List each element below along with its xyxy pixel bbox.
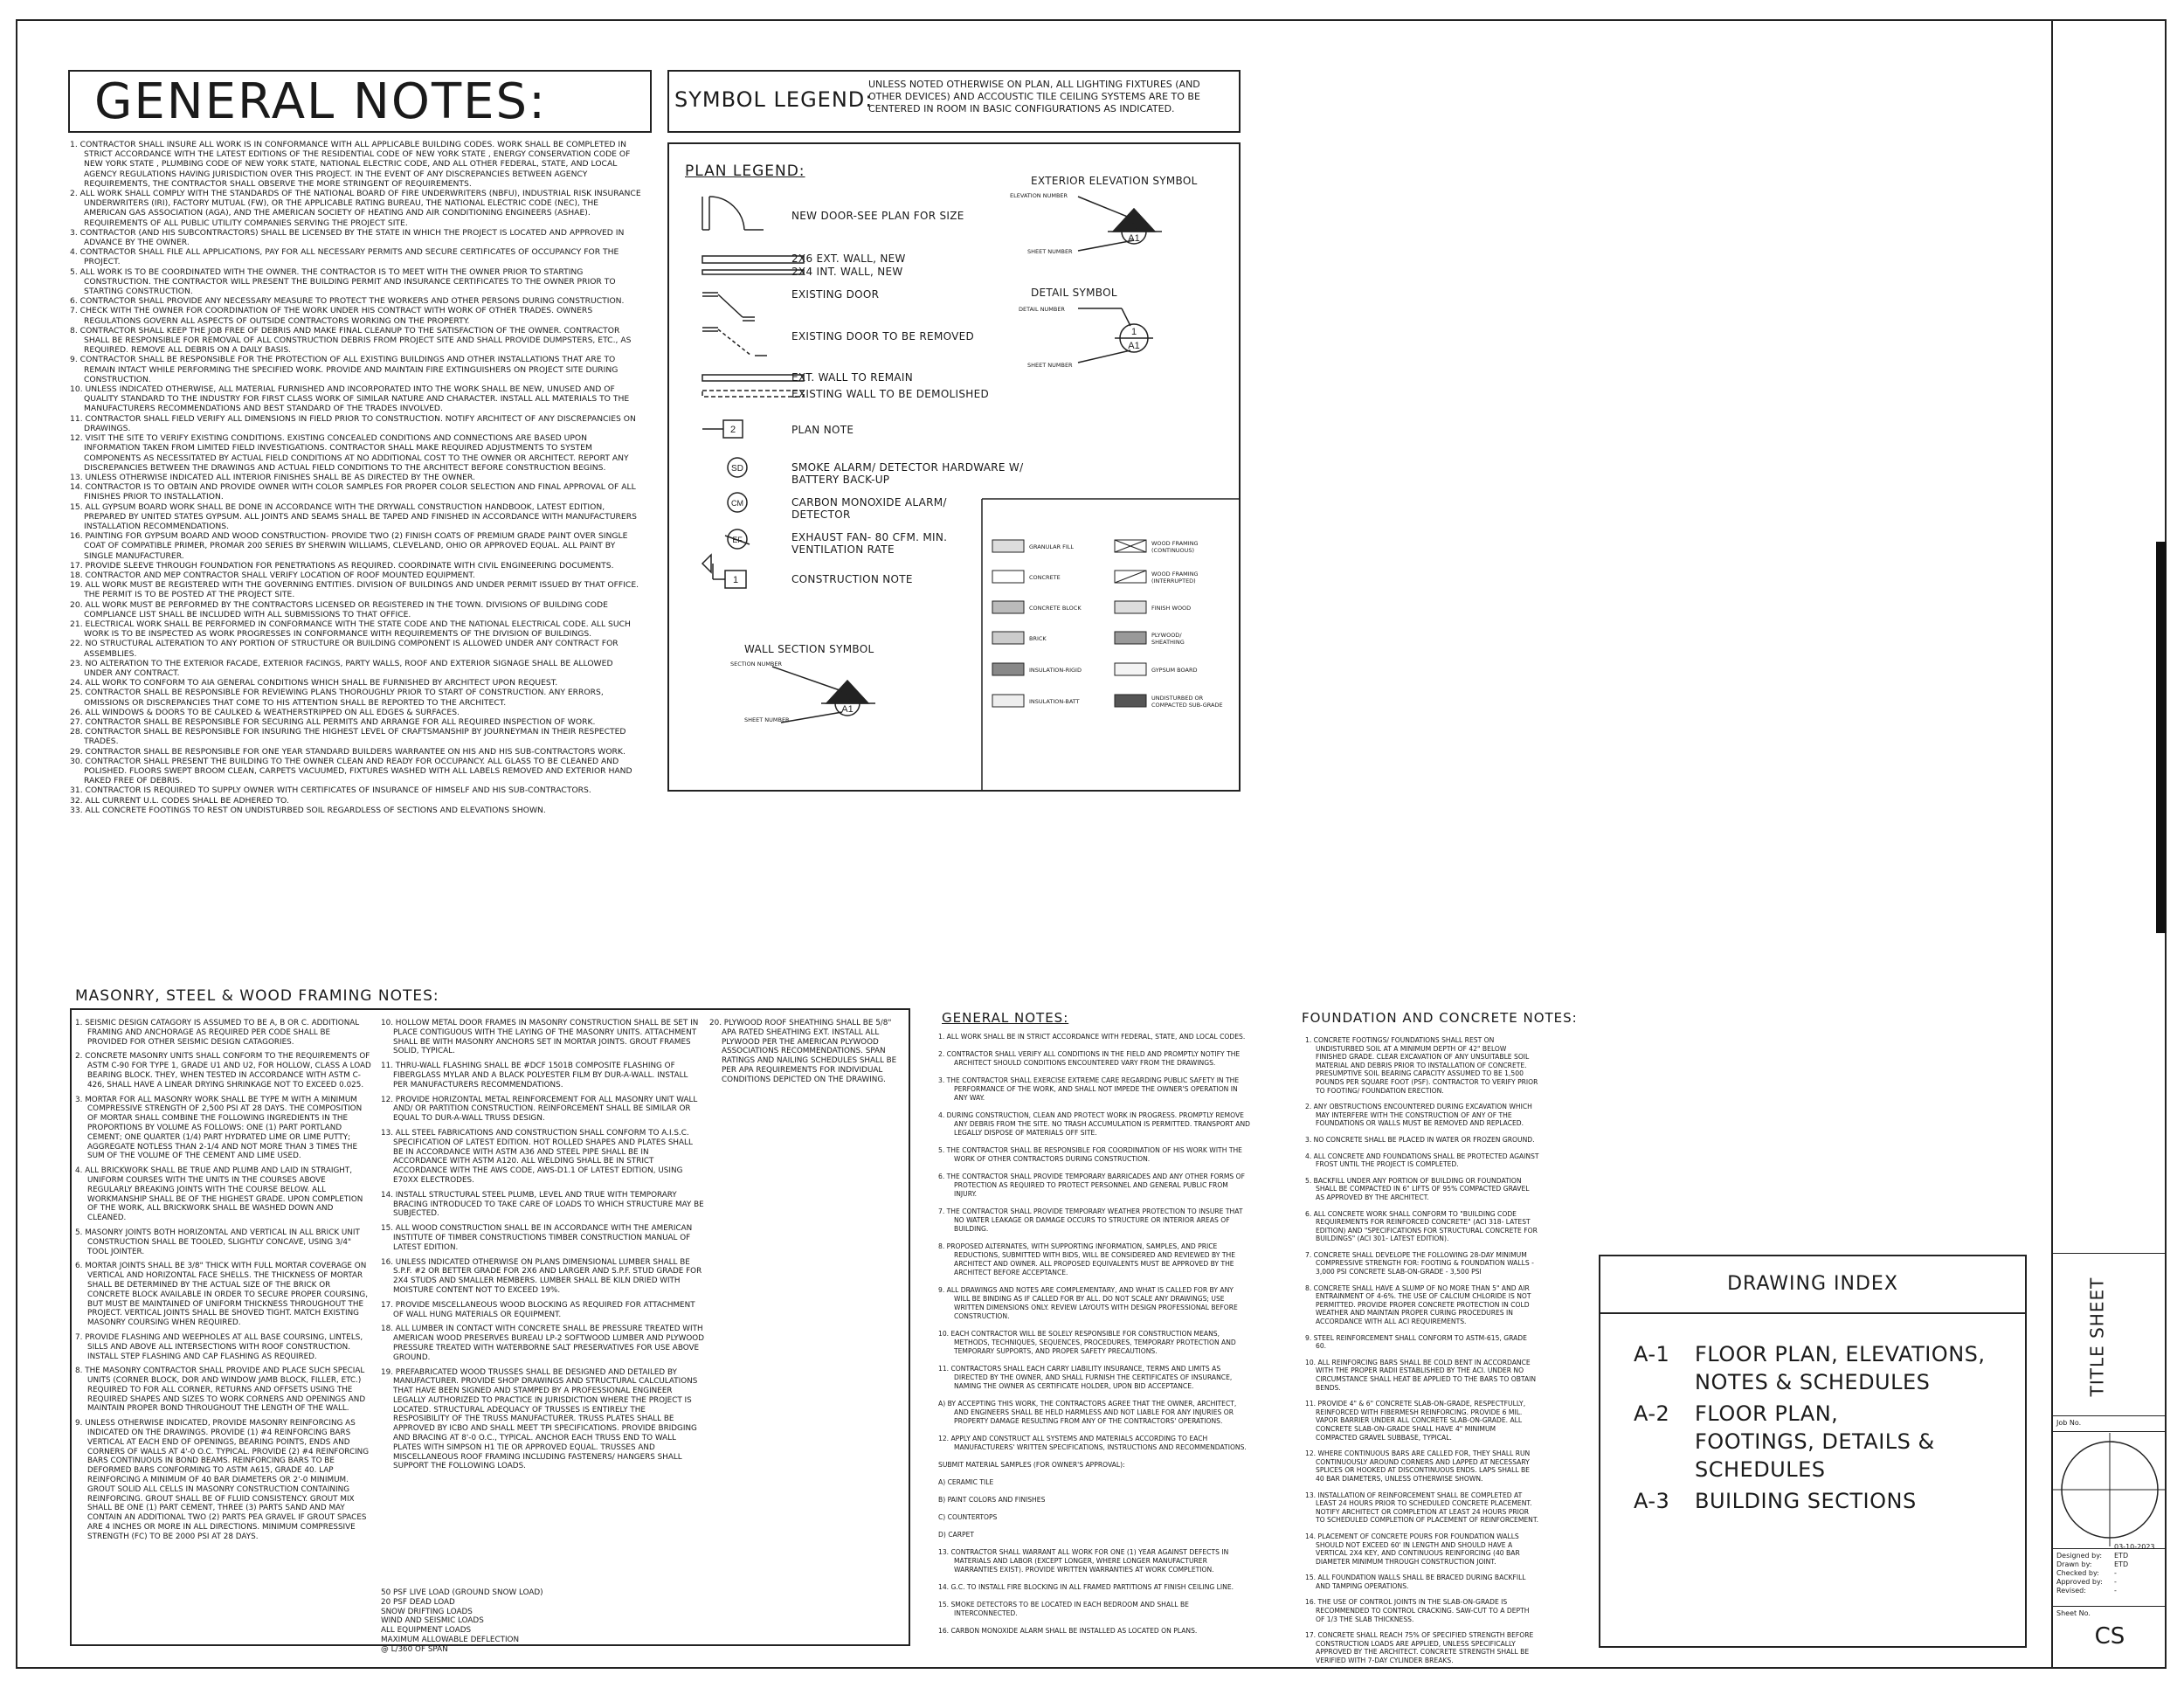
masonry-note-item: 13. ALL STEEL FABRICATIONS AND CONSTRUCTION SHALL CONFORM TO A.I.S.C. SPECIFICATION OF LATEST EDITION. HOT ROLLED SHAPES AND PLATES SHALL BE IN ACCORDANCE WITH ASTM A36 AND STEEL PIPE SHALL BE IN ACCORDANCE WITH ASTM A120. ALL WELDING SHALL BE IN STRICT ACCORDANCE WITH THE AWS CODE, AWS-D1.1 OF LATEST EDITION, USING E70XX ELECTRODES. xyxy=(381,1128,693,1185)
foundation-note-item: 11. PROVIDE 4" & 6" CONCRETE SLAB-ON-GRADE, RESPECTFULLY, REINFORCED WITH FIBERMESH REINFORCING. PROVIDE 6 MIL. VAPOR BARRIER UNDER ALL CONCRETE SLAB-ON-GRADE. ALL CONCRETE SLAB-ON-GRADE SHALL HAVE 4" MINIMUM COMPACTED GRAVEL SUBBASE, TYPICAL. xyxy=(1305,1400,1526,1442)
general-note-item: 18. CONTRACTOR AND MEP CONTRACTOR SHALL VERIFY LOCATION OF ROOF MOUNTED EQUIPMENT. xyxy=(70,570,475,580)
masonry-note-item: 9. UNLESS OTHERWISE INDICATED, PROVIDE MASONRY REINFORCING AS INDICATED ON THE DRAWINGS. PROVIDE (1) #4 REINFORCING BARS VERTICAL AT EACH END OF OPENINGS, BEARING POINTS, ENDS AND CORNERS OF WALLS AT 4'-0 O.C. TYPICAL. PROVIDE (2) #4 REINFORCING BARS CONTINUOUS IN BOND BEAMS. REINFORCING BARS TO BE DEFORMED BARS CONFORMING TO ASTM A615, GRADE 40. LAP REINFORCING A MINIMUM OF 40 BAR DIAMETERS OR 2'-0 MINIMUM. GROUT SOLID ALL CELLS IN MASONRY CONSTRUCTION CONTAINING REINFORCING. GROUT SHALL BE OF FLUID CONSISTENCY. GROUT MIX SHALL BE ONE (1) PART CEMENT, THREE (3) PARTS SAND AND MAY CONTAIN AN ADDITIONAL TWO (2) PARTS PEA GRAVEL IF GROUT SPACES ARE 4 INCHES OR MORE IN ALL DIRECTIONS. MINIMUM COMPRESSIVE STRENGTH (FC) TO BE 2000 PSI AT 28 DAYS. xyxy=(75,1419,370,1541)
general-note-item: 32. ALL CURRENT U.L. CODES SHALL BE ADHERED TO. xyxy=(70,795,289,806)
general-note-item: 24. ALL WORK TO CONFORM TO AIA GENERAL CONDITIONS WHICH SHALL BE FURNISHED BY ARCHITECT UPON REQUEST. xyxy=(70,678,558,688)
general-note-item: 5. ALL WORK IS TO BE COORDINATED WITH THE OWNER. THE CONTRACTOR IS TO MEET WITH THE OWNER PRIOR TO STARTING CONSTRUCTION. THE CONTRACTOR WILL PRESENT THE BUILDING PERMIT AND INSURANCE CERTIFICATES TO THE OWNER PRIOR TO STARTING CONSTRUCTION. xyxy=(70,266,616,297)
masonry-note-item: 11. THRU-WALL FLASHING SHALL BE #DCF 1501B COMPOSITE FLASHING OF FIBERGLASS MYLAR AND A BLACK POLYESTER FILM BY DUR-A-WALL. INSTALL PER MANUFACTURERS RECOMMENDATIONS. xyxy=(381,1062,688,1090)
general-note-item: 31. CONTRACTOR IS REQUIRED TO SUPPLY OWNER WITH CERTIFICATES OF INSURANCE OF HIMSELF AND HIS SUB-CONTRACTORS. xyxy=(70,785,591,796)
load-item: @ L/360 OF SPAN xyxy=(381,1644,448,1654)
foundation-note-item: 4. ALL CONCRETE AND FOUNDATIONS SHALL BE PROTECTED AGAINST FROST UNTIL THE PROJECT IS COMPLETED. xyxy=(1305,1152,1539,1169)
symbol-legend-note: UNLESS NOTED OTHERWISE ON PLAN, ALL LIGHTING FIXTURES (AND OTHER DEVICES) AND ACCOUSTIC TILE CEILING SYSTEMS ARE TO BE CENTERED IN ROOM IN BASIC CONFIGURATIONS AS INDICATED. xyxy=(868,79,1200,114)
general-note-item: 22. NO STRUCTURAL ALTERATION TO ANY PORTION OF STRUCTURE OR BUILDING COMPONENT IS ALLOWED UNDER ANY CONTRACT FOR ASSEMBLIES. xyxy=(70,639,619,659)
legend-co: CARBON MONOXIDE ALARM/ DETECTOR xyxy=(791,496,947,521)
svg-text:SD: SD xyxy=(731,464,743,474)
masonry-title: MASONRY, STEEL & WOOD FRAMING NOTES: xyxy=(75,987,439,1005)
drawing-number: A-1 xyxy=(1634,1342,1670,1366)
checked-by-label: Checked by: xyxy=(2056,1569,2099,1577)
general-note-item: 4. CONTRACTOR SHALL FILE ALL APPLICATIONS, PAY FOR ALL NECESSARY PERMITS AND SECURE CERTIFICATES OF OCCUPANCY FOR THE PROJECT. xyxy=(70,247,619,267)
revised-value: - xyxy=(2114,1587,2117,1595)
ext-elevation-sheet-label: SHEET NUMBER xyxy=(1027,248,1073,255)
mat-granular-fill: GRANULAR FILL xyxy=(1029,543,1075,550)
tb-line-3 xyxy=(2053,1431,2167,1432)
general-note-item: 26. ALL WINDOWS & DOORS TO BE CAULKED & WEATHERSTRIPPED ON ALL EDGES & SURFACES. xyxy=(70,707,460,717)
wall-section-sheet-label: SHEET NUMBER xyxy=(744,716,790,723)
masonry-loads xyxy=(381,1588,704,1655)
svg-text:EF: EF xyxy=(732,536,743,544)
foundation-note-item: 17. CONCRETE SHALL REACH 75% OF SPECIFIED STRENGTH BEFORE CONSTRUCTION LOADS ARE APPLIED, UNLESS SPECIFICALLY APPROVED BY THE ARCHITECT. CONCRETE STRENGTH SHALL BE VERIFIED WITH 7-DAY CYLINDER BREAKS. xyxy=(1305,1631,1534,1665)
title-block-circle xyxy=(2053,1433,2167,1546)
general-note-item: 10. UNLESS INDICATED OTHERWISE, ALL MATERIAL FURNISHED AND INCORPORATED INTO THE WORK SHALL BE NEW, UNUSED AND OF QUALITY STANDARD TO THE INDUSTRY FOR FIRST CLASS WORK OF SIMILAR NATURE AND CHARACTER. INSTALL ALL MATERIALS TO THE MANUFACTURERS RECOMMENDATIONS AND BEST STANDARD OF THE TRADES INVOLVED. xyxy=(70,384,630,414)
general-note-2-item: B) PAINT COLORS AND FINISHES xyxy=(938,1496,1046,1504)
drawing-index-rows xyxy=(1634,1340,2018,1519)
general-note-2-item: 1. ALL WORK SHALL BE IN STRICT ACCORDANCE WITH FEDERAL, STATE, AND LOCAL CODES. xyxy=(938,1033,1246,1041)
general-notes-2-title: GENERAL NOTES: xyxy=(942,1010,1069,1026)
mat-insulation-rigid: INSULATION-RIGID xyxy=(1029,667,1082,674)
general-notes-title: GENERAL NOTES: xyxy=(68,70,652,133)
title-block-values xyxy=(2114,1543,2155,1595)
general-note-2-item: 8. PROPOSED ALTERNATES, WITH SUPPORTING INFORMATION, SAMPLES, AND PRICE REDUCTIONS, SUBMITTED WITH BIDS, WILL BE CONSIDERED AND REVIEWED BY THE ARCHITECT AND OWNER. ALL PROPOSED EQUIVALENTS MUST BE APPROVED BY THE ARCHITECT BEFORE ACCEPTANCE. xyxy=(938,1242,1236,1276)
foundation-list xyxy=(1305,1036,1539,1673)
legend-construction-note: CONSTRUCTION NOTE xyxy=(791,573,913,585)
masonry-note-item: 5. MASONRY JOINTS BOTH HORIZONTAL AND VERTICAL IN ALL BRICK UNIT CONSTRUCTION SHALL BE TOOLED, SLIGHTLY CONCAVE, USING 3/4" TOOL JOINTER. xyxy=(75,1228,360,1256)
svg-text:2: 2 xyxy=(729,425,736,435)
general-note-item: 21. ELECTRICAL WORK SHALL BE PERFORMED IN CONFORMANCE WITH THE STATE CODE AND THE NATIONAL ELECTRICAL CODE. ALL SUCH WORK IS TO BE INSPECTED AS WORK PROGRESSES IN CONFORMANCE WITH REQUIREMENTS OF THE DIVISION OF BUILDINGS. xyxy=(70,619,631,640)
sheet-number: CS xyxy=(2094,1623,2125,1650)
svg-text:A1: A1 xyxy=(1128,233,1140,244)
load-item: 20 PSF DEAD LOAD xyxy=(381,1597,455,1607)
masonry-note-item: 15. ALL WOOD CONSTRUCTION SHALL BE IN ACCORDANCE WITH THE AMERICAN INSTITUTE OF TIMBER CONSTRUCTIONS TIMBER CONSTRUCTION MANUAL OF LATEST EDITION. xyxy=(381,1224,693,1252)
wall-section-title: WALL SECTION SYMBOL xyxy=(744,643,874,655)
general-note-item: 11. CONTRACTOR SHALL FIELD VERIFY ALL DIMENSIONS IN FIELD PRIOR TO CONSTRUCTION. NOTIFY ARCHITECT OF ANY DISCREPANCIES ON DRAWINGS. xyxy=(70,413,636,433)
masonry-note-item: 12. PROVIDE HORIZONTAL METAL REINFORCEMENT FOR ALL MASONRY UNIT WALL AND/ OR PARTITION CONSTRUCTION. REINFORCEMENT SHALL BE SIMILAR OR EQUAL TO DUR-A-WALL TRUSS DESIGN. xyxy=(381,1095,698,1124)
masonry-note-item: 10. HOLLOW METAL DOOR FRAMES IN MASONRY CONSTRUCTION SHALL BE SET IN PLACE CONTIGUOUS WITH THE LAYING OF THE MASONRY UNITS. ATTACHMENT SHALL BE WITH MASONRY ANCHORS SET IN MORTAR JOINTS. GROUT FRAMES SOLID, TYPICAL. xyxy=(381,1019,699,1056)
title-block-bar xyxy=(2156,542,2167,933)
mat-finish-wood: FINISH WOOD xyxy=(1151,605,1192,612)
general-note-item: 2. ALL WORK SHALL COMPLY WITH THE STANDARDS OF THE NATIONAL BOARD OF FIRE UNDERWRITERS (NBFU), INDUSTRIAL RISK INSURANCE UNDERWRITERS (IRI), FACTORY MUTUAL (FW), OR THE APPLICABLE RATING BUREAU, THE NATIONAL ELECTRIC CODE (NEC), THE AMERICAN GAS ASSOCIATION (AGA), AND THE AMERICAN SOCIETY OF HEATING AND AIR CONDITIONING ENGINEERS (ASHAE). REQUIREMENTS OF ALL PUBLIC UTILITY COMPANIES SERVING THE PROJECT SITE. xyxy=(70,189,641,228)
general-note-item: 15. ALL GYPSUM BOARD WORK SHALL BE DONE IN ACCORDANCE WITH THE DRYWALL CONSTRUCTION HANDBOOK, LATEST EDITION, PREPARED BY UNITED STATES GYPSUM. ALL JOINTS AND SEAMS SHALL BE TAPED AND FINISHED IN ACCORDANCE WITH MANUFACTURERS INSTALLATION RECOMMENDATIONS. xyxy=(70,502,637,531)
general-note-2-item: C) COUNTERTOPS xyxy=(938,1513,998,1521)
mat-insulation-batt: INSULATION-BATT xyxy=(1029,698,1080,705)
general-note-item: 16. PAINTING FOR GYPSUM BOARD AND WOOD CONSTRUCTION- PROVIDE TWO (2) FINISH COATS OF PREMIUM GRADE PAINT OVER SINGLE COAT OF COMPATIBLE PRIMER, PROMAR 200 SERIES BY SHERWIN WILLIAMS, CLEVELAND, OHIO OR APPROVED EQUAL. ALL PAINT BY SINGLE MANUFACTURER. xyxy=(70,531,628,561)
plan-legend-title: PLAN LEGEND: xyxy=(685,163,805,180)
svg-text:1: 1 xyxy=(732,575,739,585)
load-item: SNOW DRIFTING LOADS xyxy=(381,1607,473,1616)
tb-line-2 xyxy=(2053,1415,2167,1416)
general-note-2-item: A) CERAMIC TILE xyxy=(938,1478,994,1486)
foundation-note-item: 15. ALL FOUNDATION WALLS SHALL BE BRACED DURING BACKFILL AND TAMPING OPERATIONS. xyxy=(1305,1574,1526,1590)
legend-wall-int: 2X4 INT. WALL, NEW xyxy=(791,266,903,278)
foundation-note-item: 1. CONCRETE FOOTINGS/ FOUNDATIONS SHALL REST ON UNDISTURBED SOIL AT A MINIMUM DEPTH OF 42" BELOW FINISHED GRADE. CLEAR EXCAVATION OF ANY UNSUITABLE SOIL MATERIAL AND DEBRIS PRIOR TO INSTALLATION OF CONCRETE. PRESUMPTIVE SOIL BEARING CAPACITY ASSUMED TO BE 1,500 POUNDS PER SQUARE FOOT (PSF). CONTRACTOR TO VERIFY PRIOR TO FOOTING/ FOUNDATION ERECTION. xyxy=(1305,1036,1538,1095)
general-note-2-item: A) BY ACCEPTING THIS WORK, THE CONTRACTORS AGREE THAT THE OWNER, ARCHITECT, AND ENGINEERS SHALL BE HELD HARMLESS AND NOT LIABLE FOR ANY INJURIES OR PROPERTY DAMAGE RESULTING FROM ANY OF THE CONTRACTORS' OPERATIONS. xyxy=(938,1400,1237,1425)
svg-text:A1: A1 xyxy=(1128,341,1140,351)
general-note-item: 7. CHECK WITH THE OWNER FOR COORDINATION OF THE WORK UNDER HIS CONTRACT WITH WORK OF OTHER TRADES. OWNERS REGULATIONS GOVERN ALL ASPECTS OF OUTSIDE CONTRACTORS WORKING ON THE PROPERTY. xyxy=(70,306,593,326)
masonry-note-item: 14. INSTALL STRUCTURAL STEEL PLUMB, LEVEL AND TRUE WITH TEMPORARY BRACING INTRODUCED TO TAKE CARE OF LOADS TO WHICH STRUCTURE MAY BE SUBJECTED. xyxy=(381,1190,704,1219)
foundation-note-item: 10. ALL REINFORCING BARS SHALL BE COLD BENT IN ACCORDANCE WITH THE PROPER RADII ESTABLISHED BY THE ACI. UNDER NO CIRCUMSTANCE SHALL HEAT BE APPLIED TO THE BARS TO OBTAIN BENDS. xyxy=(1305,1358,1537,1392)
masonry-col-3 xyxy=(709,1019,903,1090)
general-note-2-item: 5. THE CONTRACTOR SHALL BE RESPONSIBLE FOR COORDINATION OF HIS WORK WITH THE WORK OF OTHER CONTRACTORS DURING CONSTRUCTION. xyxy=(938,1146,1242,1163)
general-note-item: 1. CONTRACTOR SHALL INSURE ALL WORK IS IN CONFORMANCE WITH ALL APPLICABLE BUILDING CODES. WORK SHALL BE COMPLETED IN STRICT ACCORDANCE WITH THE LATEST EDITIONS OF THE RESIDENTIAL CODE OF NEW YORK STATE , ENERGY CONSERVATION CODE OF NEW YORK STATE , PLUMBING CODE OF NEW YORK STATE, NATIONAL ELECTRIC CODE, AND ALL OTHER FEDERAL, STATE, AND LOCAL AGENCY REGULATIONS HAVING JURISDICTION OVER THIS PROJECT. IN THE EVENT OF ANY DISCREPANCIES BETWEEN AGENCY REQUIREMENTS, THE CONTRACTOR SHALL OBSERVE THE MORE STRINGENT OF REQUIREMENTS. xyxy=(70,140,631,189)
general-note-item: 3. CONTRACTOR (AND HIS SUBCONTRACTORS) SHALL BE LICENSED BY THE STATE IN WHICH THE PROJECT IS LOCATED AND APPROVED IN ADVANCE BY THE OWNER. xyxy=(70,227,625,248)
general-note-2-item: 6. THE CONTRACTOR SHALL PROVIDE TEMPORARY BARRICADES AND ANY OTHER FORMS OF PROTECTION AS REQUIRED TO PROTECT PERSONNEL AND GENERAL PUBLIC FROM INJURY. xyxy=(938,1173,1246,1198)
general-note-item: 25. CONTRACTOR SHALL BE RESPONSIBLE FOR REVIEWING PLANS THOROUGHLY PRIOR TO START OF CONSTRUCTION. ANY ERRORS, OMISSIONS OR DISCREPANCIES THAT COME TO HIS ATTENTION SHALL BE REPORTED TO THE ARCHITECT. xyxy=(70,688,604,708)
masonry-col-1 xyxy=(75,1019,372,1547)
general-note-item: 30. CONTRACTOR SHALL PRESENT THE BUILDING TO THE OWNER CLEAN AND READY FOR OCCUPANCY. ALL GLASS TO BE CLEANED AND POLISHED. FLOORS SWEPT BROOM CLEAN, CARPETS VACUUMED, FIXTURES WASHED WITH ALL LABELS REMOVED AND EXTERIOR HAND RAKED FREE OF DEBRIS. xyxy=(70,756,632,786)
general-note-2-item: 10. EACH CONTRACTOR WILL BE SOLELY RESPONSIBLE FOR CONSTRUCTION MEANS, METHODS, TECHNIQUES, SEQUENCES, PROCEDURES, TEMPORARY PROTECTION AND TEMPORARY SUPPORTS, AND PROPER SAFETY PRECAUTIONS. xyxy=(938,1330,1236,1355)
approved-by-value: - xyxy=(2114,1578,2117,1586)
legend-plan-note: PLAN NOTE xyxy=(791,424,854,436)
drawing-index-row xyxy=(1634,1340,2018,1396)
foundation-note-item: 9. STEEL REINFORCEMENT SHALL CONFORM TO ASTM-615, GRADE 60. xyxy=(1305,1333,1527,1351)
general-note-item: 20. ALL WORK MUST BE PERFORMED BY THE CONTRACTORS LICENSED OR REGISTERED IN THE TOWN. DIVISIONS OF BUILDING CODE COMPLIANCE LIST SHALL BE INCLUDED WITH ALL SUBMISSIONS TO THAT OFFICE. xyxy=(70,599,608,619)
drawn-by-label: Drawn by: xyxy=(2056,1560,2092,1568)
mat-wood-framing-int: WOOD FRAMING (INTERRUPTED) xyxy=(1151,571,1199,585)
masonry-note-item: 18. ALL LUMBER IN CONTACT WITH CONCRETE SHALL BE PRESSURE TREATED WITH AMERICAN WOOD PRESERVES BUREAU LP-2 SOFTWOOD LUMBER AND PLYWOOD PRESSURE TREATED WITH WATERBORNE SALT PRESERVATIVES FOR USE ABOVE GROUND. xyxy=(381,1325,705,1362)
foundation-note-item: 13. INSTALLATION OF REINFORCEMENT SHALL BE COMPLETED AT LEAST 24 HOURS PRIOR TO SCHEDULED CONCRETE PLACEMENT. NOTIFY ARCHITECT OR COMPLETION AT LEAST 24 HOURS PRIOR TO SCHEDULED COMPLETION OF PLACEMENT OF REINFORCEMENT. xyxy=(1305,1491,1539,1525)
general-note-item: 12. VISIT THE SITE TO VERIFY EXISTING CONDITIONS. EXISTING CONCEALED CONDITIONS AND CONNECTIONS ARE BASED UPON INFORMATION TAKEN FROM LIMITED FIELD INVESTIGATIONS. CONTRACTOR SHALL MAKE REQUIRED ADJUSTMENTS TO SYSTEM COMPONENTS AS NECESSITATED BY ACTUAL FIELD CONDITIONS AT NO ADDITIONAL COST TO THE OWNER OR ARCHITECT. REPORT ANY DISCREPANCIES BETWEEN THE DRAWINGS AND ACTUAL FIELD CONDITIONS TO THE ARCHITECT BEFORE CONSTRUCTION BEGINS. xyxy=(70,433,629,473)
drawing-number: A-3 xyxy=(1634,1489,1670,1513)
legend-ext-wall-remain: EXT. WALL TO REMAIN xyxy=(791,371,914,384)
general-note-item: 27. CONTRACTOR SHALL BE RESPONSIBLE FOR SECURING ALL PERMITS AND ARRANGE FOR ALL REQUIRED INSPECTION OF WORK. xyxy=(70,716,596,727)
designed-by-label: Designed by: xyxy=(2056,1552,2103,1560)
legend-wall-demolished: EXISTING WALL TO BE DEMOLISHED xyxy=(791,388,990,400)
general-note-item: 14. CONTRACTOR IS TO OBTAIN AND PROVIDE OWNER WITH COLOR SAMPLES FOR PROPER COLOR SELECTION AND FINAL APPROVAL OF ALL FINISHES PRIOR TO INSTALLATION. xyxy=(70,482,636,502)
general-note-2-item: 9. ALL DRAWINGS AND NOTES ARE COMPLEMENTARY, AND WHAT IS CALLED FOR BY ANY WILL BE BINDING AS IF CALLED FOR BY ALL. DO NOT SCALE ANY DRAWINGS; USE WRITTEN DIMENSIONS ONLY. REVIEW LAYOUTS WITH DESIGN PROFESSIONAL BEFORE CONSTRUCTION. xyxy=(938,1286,1238,1320)
general-note-item: 28. CONTRACTOR SHALL BE RESPONSIBLE FOR INSURING THE HIGHEST LEVEL OF CRAFTSMANSHIP BY JOURNEYMAN IN THEIR RESPECTED TRADES. xyxy=(70,727,626,747)
svg-text:1: 1 xyxy=(1130,221,1137,232)
sheet-no-label: Sheet No. xyxy=(2056,1609,2091,1617)
foundation-title: FOUNDATION AND CONCRETE NOTES: xyxy=(1302,1010,1578,1026)
masonry-note-item: 3. MORTAR FOR ALL MASONRY WORK SHALL BE TYPE M WITH A MINIMUM COMPRESSIVE STRENGTH OF 2,500 PSI AT 28 DAYS. THE COMPOSITION OF MORTAR SHALL COMBINE THE FOLLOWING INGREDIENTS IN THE PROPORTIONS BY VOLUME AS FOLLOWS: ONE (1) PART PORTLAND CEMENT; ONE QUARTER (1/4) PART HYDRATED LIME OR LIME PUTTY; AGGREGATE NOTLESS THAN 2-1/4 AND NOT MORE THAN 3 TIMES THE SUM OF THE VOLUME OF THE CEMENT AND LIME USED. xyxy=(75,1095,363,1161)
general-note-2-item: D) CARPET xyxy=(938,1531,975,1539)
detail-number-label: DETAIL NUMBER xyxy=(1019,306,1065,313)
date-value: 03-10-2023 xyxy=(2114,1543,2155,1551)
mat-undisturbed: UNDISTURBED OR COMPACTED SUB-GRADE xyxy=(1151,695,1223,709)
legend-wall-ext: 2X6 EXT. WALL, NEW xyxy=(791,253,906,265)
general-note-2-item: 14. G.C. TO INSTALL FIRE BLOCKING IN ALL FRAMED PARTITIONS AT FINISH CEILING LINE. xyxy=(938,1583,1234,1591)
general-note-2-item: SUBMIT MATERIAL SAMPLES (FOR OWNER'S APPROVAL): xyxy=(938,1461,1125,1469)
general-note-2-item: 11. CONTRACTORS SHALL EACH CARRY LIABILITY INSURANCE, TERMS AND LIMITS AS DIRECTED BY THE OWNER, AND SHALL FURNISH THE CERTIFICATES OF INSURANCE, NAMING THE OWNER AS CERTIFICATE HOLDER, UPON BID ACCEPTANCE. xyxy=(938,1365,1233,1390)
general-note-2-item: 2. CONTRACTOR SHALL VERIFY ALL CONDITIONS IN THE FIELD AND PROMPTLY NOTIFY THE ARCHITECT SHOULD CONDITIONS ENCOUNTERED VARY FROM THE DRAWINGS. xyxy=(938,1050,1241,1067)
svg-text:1: 1 xyxy=(844,692,851,702)
mat-brick: BRICK xyxy=(1029,635,1047,642)
masonry-note-item: 8. THE MASONRY CONTRACTOR SHALL PROVIDE AND PLACE SUCH SPECIAL UNITS (CORNER BLOCK, DOR AND WINDOW JAMB BLOCK, FILLER, ETC.) REQUIRED TO FOR ALL CORNER, RETURNS AND OFFSETS USING THE REQUIRED SHAPES AND SIZES TO WORK CORNERS AND OPENINGS AND MAINTAIN PROPER BOND THROUGHOUT THE LENGTH OF THE WALL. xyxy=(75,1366,366,1414)
designed-by-value: ETD xyxy=(2114,1552,2129,1560)
sheet-title-wrap xyxy=(2079,1258,2114,1415)
general-notes-list xyxy=(70,140,643,815)
foundation-note-item: 12. WHERE CONTINUOUS BARS ARE CALLED FOR, THEY SHALL RUN CONTINUOUSLY AROUND CORNERS AND LAPPED AT NECESSARY SPLICES OR HOOKED AT DISCONTINUOUS ENDS. LAPS SHALL BE 40 BAR DIAMETERS, UNLESS OTHERWISE SHOWN. xyxy=(1305,1449,1531,1483)
ext-elevation-number-label: ELEVATION NUMBER xyxy=(1010,192,1068,199)
load-item: WIND AND SEISMIC LOADS xyxy=(381,1616,484,1626)
foundation-note-item: 5. BACKFILL UNDER ANY PORTION OF BUILDING OR FOUNDATION SHALL BE COMPACTED IN 6" LIFTS OF 95% COMPACTED GRAVEL AS APPROVED BY THE ARCHITECT. xyxy=(1305,1176,1530,1201)
drawing-index-row xyxy=(1634,1400,2018,1484)
foundation-note-item: 14. PLACEMENT OF CONCRETE POURS FOR FOUNDATION WALLS SHOULD NOT EXCEED 60' IN LENGTH AND SHOULD HAVE A VERTICAL 2X4 KEY, AND CONTINUOUS REINFORCING (40 BAR DIAMETER MINIMUM THROUGH CONSTRUCTION JOINT. xyxy=(1305,1532,1520,1566)
svg-text:CM: CM xyxy=(731,499,743,508)
masonry-note-item: 4. ALL BRICKWORK SHALL BE TRUE AND PLUMB AND LAID IN STRAIGHT, UNIFORM COURSES WITH THE UNITS IN THE COURSES ABOVE REGULARLY BREAKING JOINTS WITH THE COURSE BELOW. ALL WORKMANSHIP SHALL BE OF THE HIGHEST GRADE. UPON COMPLETION OF THE WORK, ALL BRICKWORK SHALL BE WASHED DOWN AND CLEANED. xyxy=(75,1166,363,1223)
tb-line-1 xyxy=(2053,1253,2167,1254)
checked-by-value: - xyxy=(2114,1569,2117,1577)
masonry-note-item: 20. PLYWOOD ROOF SHEATHING SHALL BE 5/8" APA RATED SHEATHING EXT. INSTALL ALL PLYWOOD PER THE AMERICAN PLYWOOD ASSOCIATIONS RECOMMENDATIONS. SPAN RATINGS AND NAILING SCHEDULES SHALL BE PER APA REQUIREMENTS FOR INDIVIDUAL CONDITIONS DEPICTED ON THE DRAWING. xyxy=(709,1019,897,1084)
general-note-2-item: 4. DURING CONSTRUCTION, CLEAN AND PROTECT WORK IN PROGRESS. PROMPTLY REMOVE ANY DEBRIS FROM THE SITE. NO TRASH ACCUMULATION IS PERMITTED. TRANSPORT AND LEGALLY DISPOSE OF MATERIALS OFF SITE. xyxy=(938,1111,1251,1137)
foundation-note-item: 16. THE USE OF CONTROL JOINTS IN THE SLAB-ON-GRADE IS RECOMMENDED TO CONTROL CRACKING. SAW-CUT TO A DEPTH OF 1/3 THE SLAB THICKNESS. xyxy=(1305,1598,1530,1623)
general-note-2-item: 7. THE CONTRACTOR SHALL PROVIDE TEMPORARY WEATHER PROTECTION TO INSURE THAT NO WATER LEAKAGE OR DAMAGE OCCURS TO STRUCTURE OR INTERIOR AREAS OF BUILDING. xyxy=(938,1207,1243,1233)
general-note-2-item: 15. SMOKE DETECTORS TO BE LOCATED IN EACH BEDROOM AND SHALL BE INTERCONNECTED. xyxy=(938,1601,1189,1617)
general-note-item: 6. CONTRACTOR SHALL PROVIDE ANY NECESSARY MEASURE TO PROTECT THE WORKERS AND OTHER PERSONS DURING CONSTRUCTION. xyxy=(70,296,625,307)
legend-existing-door-removed: EXISTING DOOR TO BE REMOVED xyxy=(791,330,975,342)
general-notes-2-list xyxy=(938,1033,1251,1644)
svg-text:1: 1 xyxy=(1130,327,1137,337)
svg-text:A1: A1 xyxy=(841,704,854,715)
detail-symbol-title: DETAIL SYMBOL xyxy=(1031,287,1117,299)
drawing-index-title: DRAWING INDEX xyxy=(1599,1255,2027,1314)
load-item: 50 PSF LIVE LOAD (GROUND SNOW LOAD) xyxy=(381,1588,543,1597)
general-note-item: 9. CONTRACTOR SHALL BE RESPONSIBLE FOR THE PROTECTION OF ALL EXISTING BUILDINGS AND OTHER INSTALLATIONS THAT ARE TO REMAIN INTACT WHILE PERFORMING THE SPECIFIED WORK. PROVIDE AND MAINTAIN FIRE EXTINGUISHERS ON PROJECT SITE DURING CONSTRUCTION. xyxy=(70,355,619,384)
ext-elevation-title: EXTERIOR ELEVATION SYMBOL xyxy=(1031,175,1198,187)
drawing-index-row xyxy=(1634,1487,2018,1515)
drawing-title: FLOOR PLAN, FOOTINGS, DETAILS & SCHEDULES xyxy=(1695,1401,1935,1482)
load-item: MAXIMUM ALLOWABLE DEFLECTION xyxy=(381,1635,520,1644)
drawn-by-value: ETD xyxy=(2114,1560,2129,1568)
masonry-note-item: 2. CONCRETE MASONRY UNITS SHALL CONFORM TO THE REQUIREMENTS OF ASTM C-90 FOR TYPE 1, GRADE U1 AND U2, FOR HOLLOW, CLASS A LOAD BEARING BLOCK. THEY, WHEN TESTED IN ACCORDANCE WITH ASTM C-426, SHALL HAVE A LINEAR DRYING SHRINKAGE NOT TO EXCEED 0.025. xyxy=(75,1052,371,1090)
tb-line-5 xyxy=(2053,1606,2167,1607)
mat-plywood: PLYWOOD/ SHEATHING xyxy=(1151,632,1185,646)
approved-by-label: Approved by: xyxy=(2056,1578,2103,1586)
drawing-title: BUILDING SECTIONS xyxy=(1695,1489,1917,1513)
general-note-item: 33. ALL CONCRETE FOOTINGS TO REST ON UNDISTURBED SOIL REGARDLESS OF SECTIONS AND ELEVATIONS SHOWN. xyxy=(70,805,546,815)
general-note-2-item: 12. APPLY AND CONSTRUCT ALL SYSTEMS AND MATERIALS ACCORDING TO EACH MANUFACTURERS' WRITTEN SPECIFICATIONS, INSTRUCTIONS AND RECOMMENDATIONS. xyxy=(938,1435,1247,1451)
mat-gypsum: GYPSUM BOARD xyxy=(1151,667,1198,674)
drawing-number: A-2 xyxy=(1634,1401,1670,1426)
general-note-item: 8. CONTRACTOR SHALL KEEP THE JOB FREE OF DEBRIS AND MAKE FINAL CLEANUP TO THE SATISFACTION OF THE OWNER. CONTRACTOR SHALL BE RESPONSIBLE FOR REMOVAL OF ALL CONSTRUCTION DEBRIS FROM PROJECT SITE AND SHALL PROVIDE DUMPSTERS, ETC., AS REQUIRED. REMOVE ALL DEBRIS ON A DAILY BASIS. xyxy=(70,325,632,356)
legend-smoke: SMOKE ALARM/ DETECTOR HARDWARE W/ BATTERY BACK-UP xyxy=(791,461,1024,486)
masonry-note-item: 16. UNLESS INDICATED OTHERWISE ON PLANS DIMENSIONAL LUMBER SHALL BE S.P.F. #2 OR BETTER GRADE FOR 2X6 AND LARGER AND S.P.F. STUD GRADE FOR 2X4 STUDS AND SMALLER MEMBERS. LUMBER SHALL BE KILN DRIED WITH MOISTURE CONTENT NOT TO EXCEED 19%. xyxy=(381,1257,702,1295)
general-note-item: 29. CONTRACTOR SHALL BE RESPONSIBLE FOR ONE YEAR STANDARD BUILDERS WARRANTEE ON HIS AND HIS SUB-CONTRACTORS WORK. xyxy=(70,746,625,757)
foundation-note-item: 3. NO CONCRETE SHALL BE PLACED IN WATER OR FROZEN GROUND. xyxy=(1305,1135,1535,1144)
legend-fan: EXHAUST FAN- 80 CFM. MIN. VENTILATION RATE xyxy=(791,531,948,556)
general-note-2-item: 16. CARBON MONOXIDE ALARM SHALL BE INSTALLED AS LOCATED ON PLANS. xyxy=(938,1627,1198,1635)
foundation-note-item: 6. ALL CONCRETE WORK SHALL CONFORM TO "BUILDING CODE REQUIREMENTS FOR REINFORCED CONCRETE" (ACI 318- LATEST EDITION) AND "SPECIFICATIONS FOR STRUCTURAL CONCRETE FOR BUILDINGS" (ACI 301- LATEST EDITION). xyxy=(1305,1209,1538,1243)
mat-wood-framing-cont: WOOD FRAMING (CONTINUOUS) xyxy=(1151,540,1199,554)
masonry-note-item: 19. PREFABRICATED WOOD TRUSSES SHALL BE DESIGNED AND DETAILED BY MANUFACTURER. PROVIDE SHOP DRAWINGS AND STRUCTURAL CALCULATIONS THAT HAVE BEEN SIGNED AND STAMPED BY A PROFESSIONAL ENGINEER LEGALLY AUTHORIZED TO PRACTICE IN JURISDICTION WHERE THE PROJECT IS LOCATED. STRUCTURAL ADEQUACY OF TRUSSES IS ENTIRELY THE RESPOSIBILITY OF THE TRUSS MANUFACTURER. TRUSS PLATES SHALL BE APPROVED BY ICBO AND SHALL MEET TPI SPECIFICATIONS. PROVIDE BRIDGING AND BRACING AT 8'-0 O.C., TYPICAL. ANCHOR EACH TRUSS END TO WALL PLATES WITH SIMPSON H1 TIE OR APPROVED EQUAL. TRUSSES AND MISCELLANEOUS ROOF FRAMING INCLUDING FASTENERS/ HANGERS SHALL SUPPORT THE FOLLOWING LOADS. xyxy=(381,1367,698,1471)
masonry-col-2 xyxy=(381,1019,704,1477)
general-note-2-item: 13. CONTRACTOR SHALL WARRANT ALL WORK FOR ONE (1) YEAR AGAINST DEFECTS IN MATERIALS AND LABOR (EXCEPT LONGER, WHERE LONGER MANUFACTURER WARRANTIES EXIST). PROVIDE WRITTEN WARRANTIES AT WORK COMPLETION. xyxy=(938,1548,1229,1574)
general-note-item: 23. NO ALTERATION TO THE EXTERIOR FACADE, EXTERIOR FACINGS, PARTY WALLS, ROOF AND EXTERIOR SIGNAGE SHALL BE ALLOWED UNDER ANY CONTRACT. xyxy=(70,658,613,678)
load-item: ALL EQUIPMENT LOADS xyxy=(381,1626,472,1636)
foundation-note-item: 2. ANY OBSTRUCTIONS ENCOUNTERED DURING EXCAVATION WHICH MAY INTERFERE WITH THE CONSTRUCTION OF ANY OF THE FOUNDATIONS OR WALLS MUST BE REMOVED AND REPLACED. xyxy=(1305,1103,1532,1128)
masonry-note-item: 17. PROVIDE MISCELLANEOUS WOOD BLOCKING AS REQUIRED FOR ATTACHMENT OF WALL HUNG MATERIALS OR EQUIPMENT. xyxy=(381,1300,695,1319)
general-note-item: 13. UNLESS OTHERWISE INDICATED ALL INTERIOR FINISHES SHALL BE AS DIRECTED BY THE OWNER. xyxy=(70,472,475,482)
mat-concrete-block: CONCRETE BLOCK xyxy=(1029,605,1082,612)
general-note-2-item: 3. THE CONTRACTOR SHALL EXERCISE EXTREME CARE REGARDING PUBLIC SAFETY IN THE PERFORMANCE OF THE WORK, AND SHALL NOT IMPEDE THE OWNER'S OPERATION IN ANY WAY. xyxy=(938,1076,1240,1102)
foundation-note-item: 7. CONCRETE SHALL DEVELOPE THE FOLLOWING 28-DAY MINIMUM COMPRESSIVE STRENGTH FOR: FOOTING & FOUNDATION WALLS - 3,000 PSI CONCRETE SLAB-ON-GRADE - 3,500 PSI xyxy=(1305,1250,1534,1276)
general-note-item: 19. ALL WORK MUST BE REGISTERED WITH THE GOVERNING ENTITIES. DIVISION OF BUILDINGS AND UNDER PERMIT ISSUED BY THAT OFFICE. THE PERMIT IS TO BE POSTED AT THE PROJECT SITE. xyxy=(70,580,639,600)
masonry-note-item: 7. PROVIDE FLASHING AND WEEPHOLES AT ALL BASE COURSING, LINTELS, SILLS AND ABOVE ALL INTERSECTIONS WITH ROOF CONSTRUCTION. INSTALL STEP FLASHING AND CAP FLASHING AS REQUIRED. xyxy=(75,1332,363,1361)
masonry-note-item: 6. MORTAR JOINTS SHALL BE 3/8" THICK WITH FULL MORTAR COVERAGE ON VERTICAL AND HORIZONTAL FACE SHELLS. THE THICKNESS OF MORTAR SHALL BE DETERMINED BY THE ACTUAL SIZE OF THE BRICK OR CONCRETE BLOCK AVAILABLE IN ORDER TO SECURE PROPER COURSING, BUT MUST BE MAINTAINED OF UNIFORM THICKNESS THROUGHOUT THE PROJECT. VERTICAL JOINTS SHALL BE SHOVED TIGHT. MATCH EXISTING MASONRY COURSING WHEN REQUIRED. xyxy=(75,1262,369,1328)
symbol-legend-title: SYMBOL LEGEND: xyxy=(674,87,874,112)
title-block-divider xyxy=(2051,19,2053,1669)
detail-sheet-label: SHEET NUMBER xyxy=(1027,362,1073,369)
general-note-item: 17. PROVIDE SLEEVE THROUGH FOUNDATION FOR PENETRATIONS AS REQUIRED. COORDINATE WITH CIVIL ENGINEERING DOCUMENTS. xyxy=(70,560,614,571)
legend-existing-door: EXISTING DOOR xyxy=(791,288,880,301)
title-block-fields xyxy=(2056,1552,2103,1595)
foundation-note-item: 8. CONCRETE SHALL HAVE A SLUMP OF NO MORE THAN 5" AND AIR ENTRAINMENT OF 4-6%. THE USE OF CALCIUM CHLORIDE IS NOT PERMITTED. PROVIDE PROPER CONCRETE PROTECTION IN COLD WEATHER AND MAINTAIN PROPER CURING PROCEDURES IN ACCORDANCE WITH ALL ACI REQUIREMENTS. xyxy=(1305,1283,1531,1326)
revised-label: Revised: xyxy=(2056,1587,2086,1595)
masonry-note-item: 1. SEISMIC DESIGN CATAGORY IS ASSUMED TO BE A, B OR C. ADDITIONAL FRAMING AND ANCHORAGE AS REQUIRED PER CODE SHALL BE PROVIDED FOR OTHER SEISMIC DESIGN CATAGORIES. xyxy=(75,1019,360,1047)
drawing-title: FLOOR PLAN, ELEVATIONS, NOTES & SCHEDULES xyxy=(1695,1342,1986,1394)
mat-concrete: CONCRETE xyxy=(1029,574,1061,581)
legend-new-door: NEW DOOR-SEE PLAN FOR SIZE xyxy=(791,210,964,222)
job-no-label: Job No. xyxy=(2056,1419,2082,1427)
wall-section-number-label: SECTION NUMBER xyxy=(730,661,783,668)
sheet-title: TITLE SHEET xyxy=(2086,1276,2108,1397)
